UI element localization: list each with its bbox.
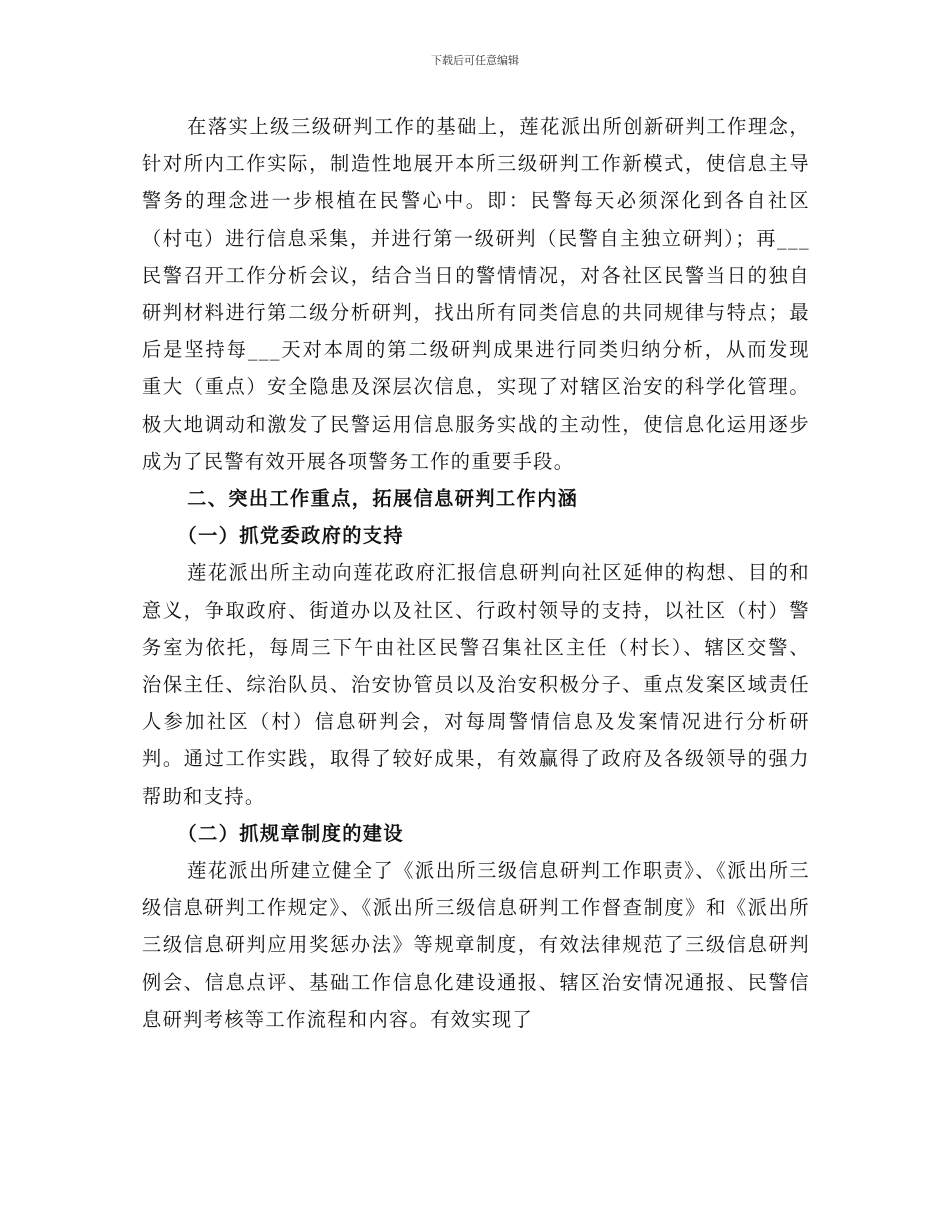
subsection-heading-2: （二）抓规章制度的建设 xyxy=(177,821,404,845)
page-header: 下载后可任意编辑 xyxy=(431,54,519,67)
paragraph-regulations: 莲花派出所建立健全了《派出所三级信息研判工作职责》、《派出所三级信息研判工作规定》、《派出所三级信息研判工作督查制度》和《派出所三级信息研判应用奖惩办法》等规章制度，有效法律规范了三级信息研判例会、信息点评、基础工作信息化建设通报、辖区治安情况通报、民警信息研判考核等工作流程和内容。有效实现了 xyxy=(142,859,810,1031)
section-heading-2: 二、突出工作重点，拓展信息研判工作内涵 xyxy=(187,487,579,511)
subsection-heading-1: （一）抓党委政府的支持 xyxy=(177,524,404,548)
paragraph-government-support: 莲花派出所主动向莲花政府汇报信息研判向社区延伸的构想、目的和意义，争取政府、街道办以及社区、行政村领导的支持，以社区（村）警务室为依托，每周三下午由社区民警召集社区主任（村长）、辖区交警、治保主任、综治队员、治安协管员以及治安积极分子、重点发案区域责任人参加社区（村）信息研判会，对每周警情信息及发案情况进行分析研判。通过工作实践，取得了较好成果，有效赢得了政府及各级领导的强力帮助和支持。 xyxy=(142,561,810,808)
paragraph-research-model: 在落实上级三级研判工作的基础上，莲花派出所创新研判工作理念，针对所内工作实际，制造性地展开本所三级研判工作新模式，使信息主导警务的理念进一步根植在民警心中。即：民警每天必须深化到各自社区（村屯）进行信息采集，并进行第一级研判（民警自主独立研判）；再___民警召开工作分析会议，结合当日的警情情况，对各社区民警当日的独自研判材料进行第二级分析研判，找出所有同类信息的共同规律与特点；最后是坚持每___天对本周的第二级研判成果进行同类归纳分析，从而发现重大（重点）安全隐患及深层次信息，实现了对辖区治安的科学化管理。极大地调动和激发了民警运用信息服务实战的主动性，使信息化运用逐步成为了民警有效开展各项警务工作的重要手段。 xyxy=(142,115,810,473)
document-body xyxy=(142,108,810,1038)
